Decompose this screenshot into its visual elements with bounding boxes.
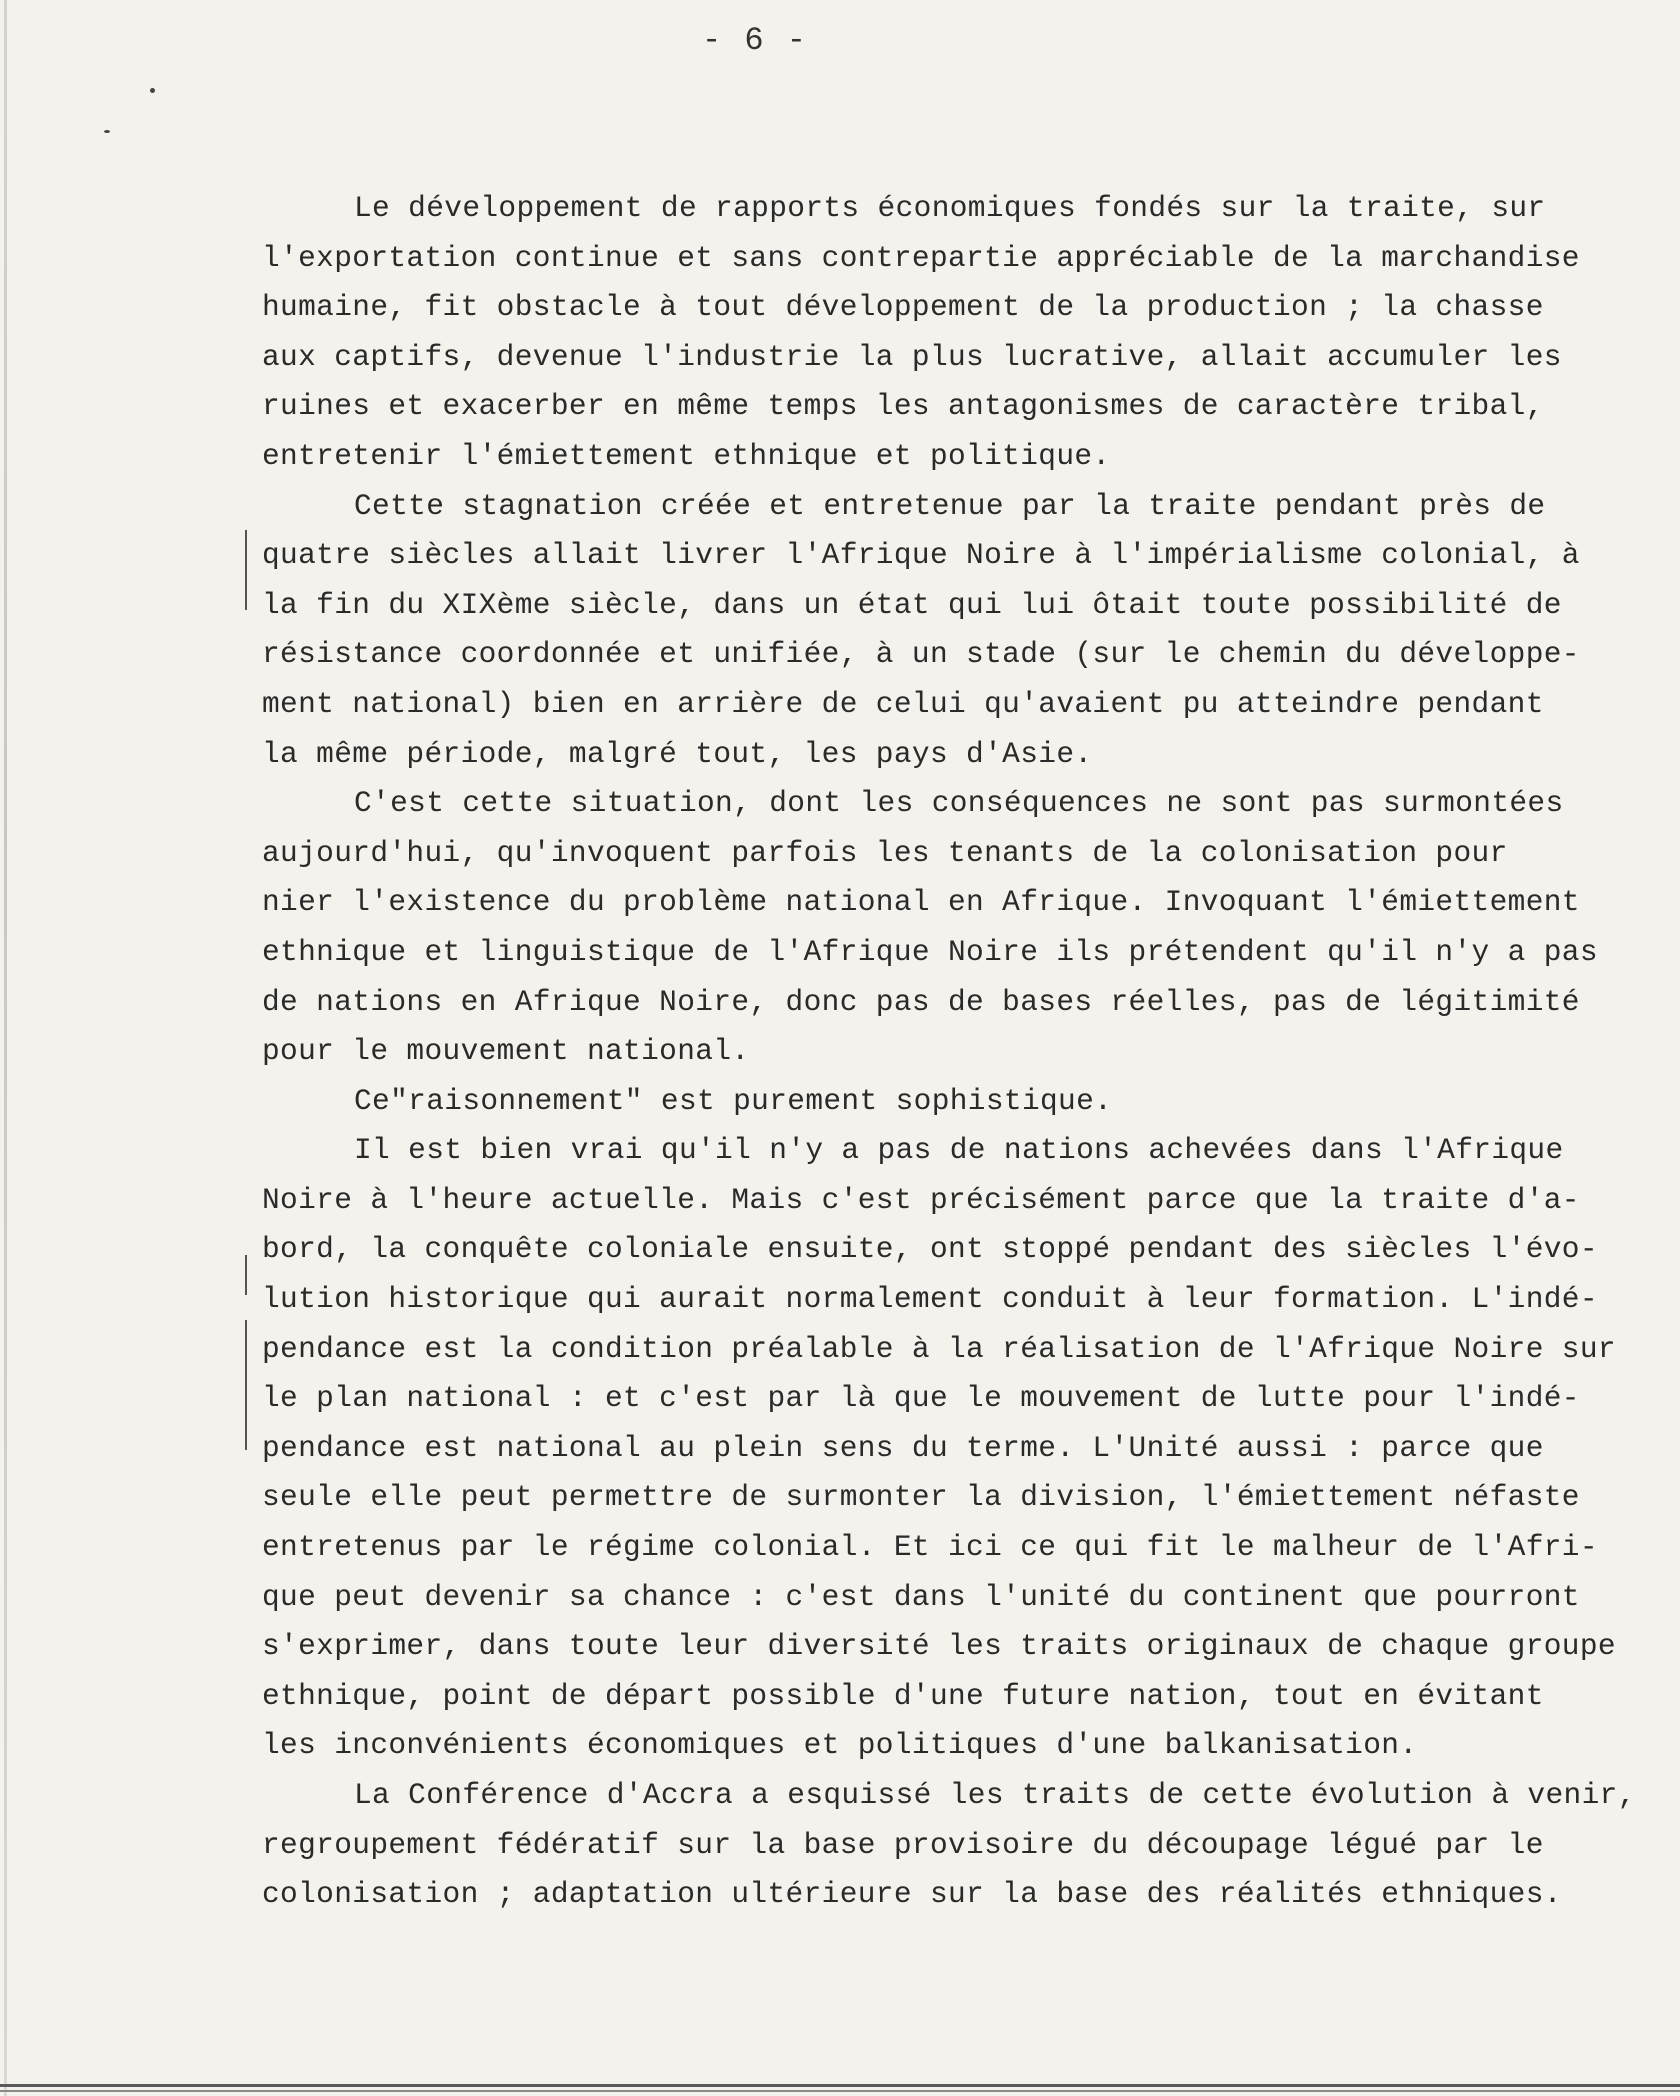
text-line: regroupement fédératif sur la base provisoire du découpage légué par le: [262, 1827, 1544, 1862]
text-line: ruines et exacerber en même temps les antagonismes de caractère tribal,: [262, 389, 1544, 424]
text-line: nier l'existence du problème national en Afrique. Invoquant l'émiettement: [262, 885, 1580, 920]
text-line: la même période, malgré tout, les pays d'Asie.: [262, 736, 1093, 771]
text-line: seule elle peut permettre de surmonter la division, l'émiettement néfaste: [262, 1480, 1580, 1515]
text-line: Ce"raisonnement" est purement sophistique.: [354, 1083, 1113, 1118]
text-line: Il est bien vrai qu'il n'y a pas de nations achevées dans l'Afrique: [354, 1133, 1564, 1168]
margin-bracket: [245, 1255, 247, 1295]
margin-bracket: [245, 530, 247, 610]
text-line: Noire à l'heure actuelle. Mais c'est précisément parce que la traite d'a-: [262, 1182, 1580, 1217]
text-line: La Conférence d'Accra a esquissé les traits de cette évolution à venir,: [354, 1778, 1636, 1812]
text-line: C'est cette situation, dont les conséquences ne sont pas surmontées: [354, 786, 1564, 821]
text-line: que peut devenir sa chance : c'est dans l'unité du continent que pourront: [262, 1579, 1580, 1614]
ink-speck: [104, 130, 110, 133]
bottom-rule-secondary: [0, 2090, 1680, 2092]
text-line: humaine, fit obstacle à tout développement de la production ; la chasse: [262, 290, 1544, 325]
text-line: bord, la conquête coloniale ensuite, ont stoppé pendant des siècles l'évo-: [262, 1232, 1598, 1267]
text-line: entretenir l'émiettement ethnique et politique.: [262, 438, 1111, 473]
text-line: pendance est la condition préalable à la réalisation de l'Afrique Noire sur: [262, 1331, 1616, 1366]
text-line: quatre siècles allait livrer l'Afrique Noire à l'impérialisme colonial, à: [262, 538, 1580, 573]
text-line: lution historique qui aurait normalement conduit à leur formation. L'indé-: [262, 1282, 1598, 1317]
text-line: l'exportation continue et sans contrepartie appréciable de la marchandise: [262, 240, 1580, 275]
text-line: aux captifs, devenue l'industrie la plus lucrative, allait accumuler les: [262, 339, 1562, 374]
page-number: - 6 -: [701, 22, 808, 59]
text-line: Le développement de rapports économiques fondés sur la traite, sur: [354, 191, 1546, 225]
text-line: les inconvénients économiques et politiques d'une balkanisation.: [262, 1728, 1418, 1763]
bottom-rule: [0, 2084, 1680, 2087]
text-line: entretenus par le régime colonial. Et ici ce qui fit le malheur de l'Afri-: [262, 1530, 1598, 1565]
text-line: résistance coordonnée et unifiée, à un stade (sur le chemin du développe-: [262, 637, 1580, 672]
text-line: le plan national : et c'est par là que le mouvement de lutte pour l'indé-: [262, 1381, 1580, 1416]
text-line: aujourd'hui, qu'invoquent parfois les tenants de la colonisation pour: [262, 835, 1508, 870]
text-line: s'exprimer, dans toute leur diversité les traits originaux de chaque groupe: [262, 1629, 1616, 1664]
body-text: [262, 184, 1662, 1920]
text-line: la fin du XIXème siècle, dans un état qui lui ôtait toute possibilité de: [262, 587, 1562, 622]
text-line: pour le mouvement national.: [262, 1034, 750, 1069]
text-line: ethnique et linguistique de l'Afrique Noire ils prétendent qu'il n'y a pas: [262, 934, 1598, 969]
text-line: colonisation ; adaptation ultérieure sur la base des réalités ethniques.: [262, 1877, 1562, 1912]
text-line: de nations en Afrique Noire, donc pas de bases réelles, pas de légitimité: [262, 984, 1580, 1019]
text-line: ethnique, point de départ possible d'une future nation, tout en évitant: [262, 1678, 1544, 1713]
text-line: Cette stagnation créée et entretenue par la traite pendant près de: [354, 488, 1546, 523]
text-line: ment national) bien en arrière de celui qu'avaient pu atteindre pendant: [262, 686, 1544, 721]
ink-speck: [150, 88, 155, 93]
text-line: pendance est national au plein sens du terme. L'Unité aussi : parce que: [262, 1430, 1544, 1465]
margin-bracket: [245, 1320, 247, 1450]
page-left-edge: [4, 0, 7, 2096]
